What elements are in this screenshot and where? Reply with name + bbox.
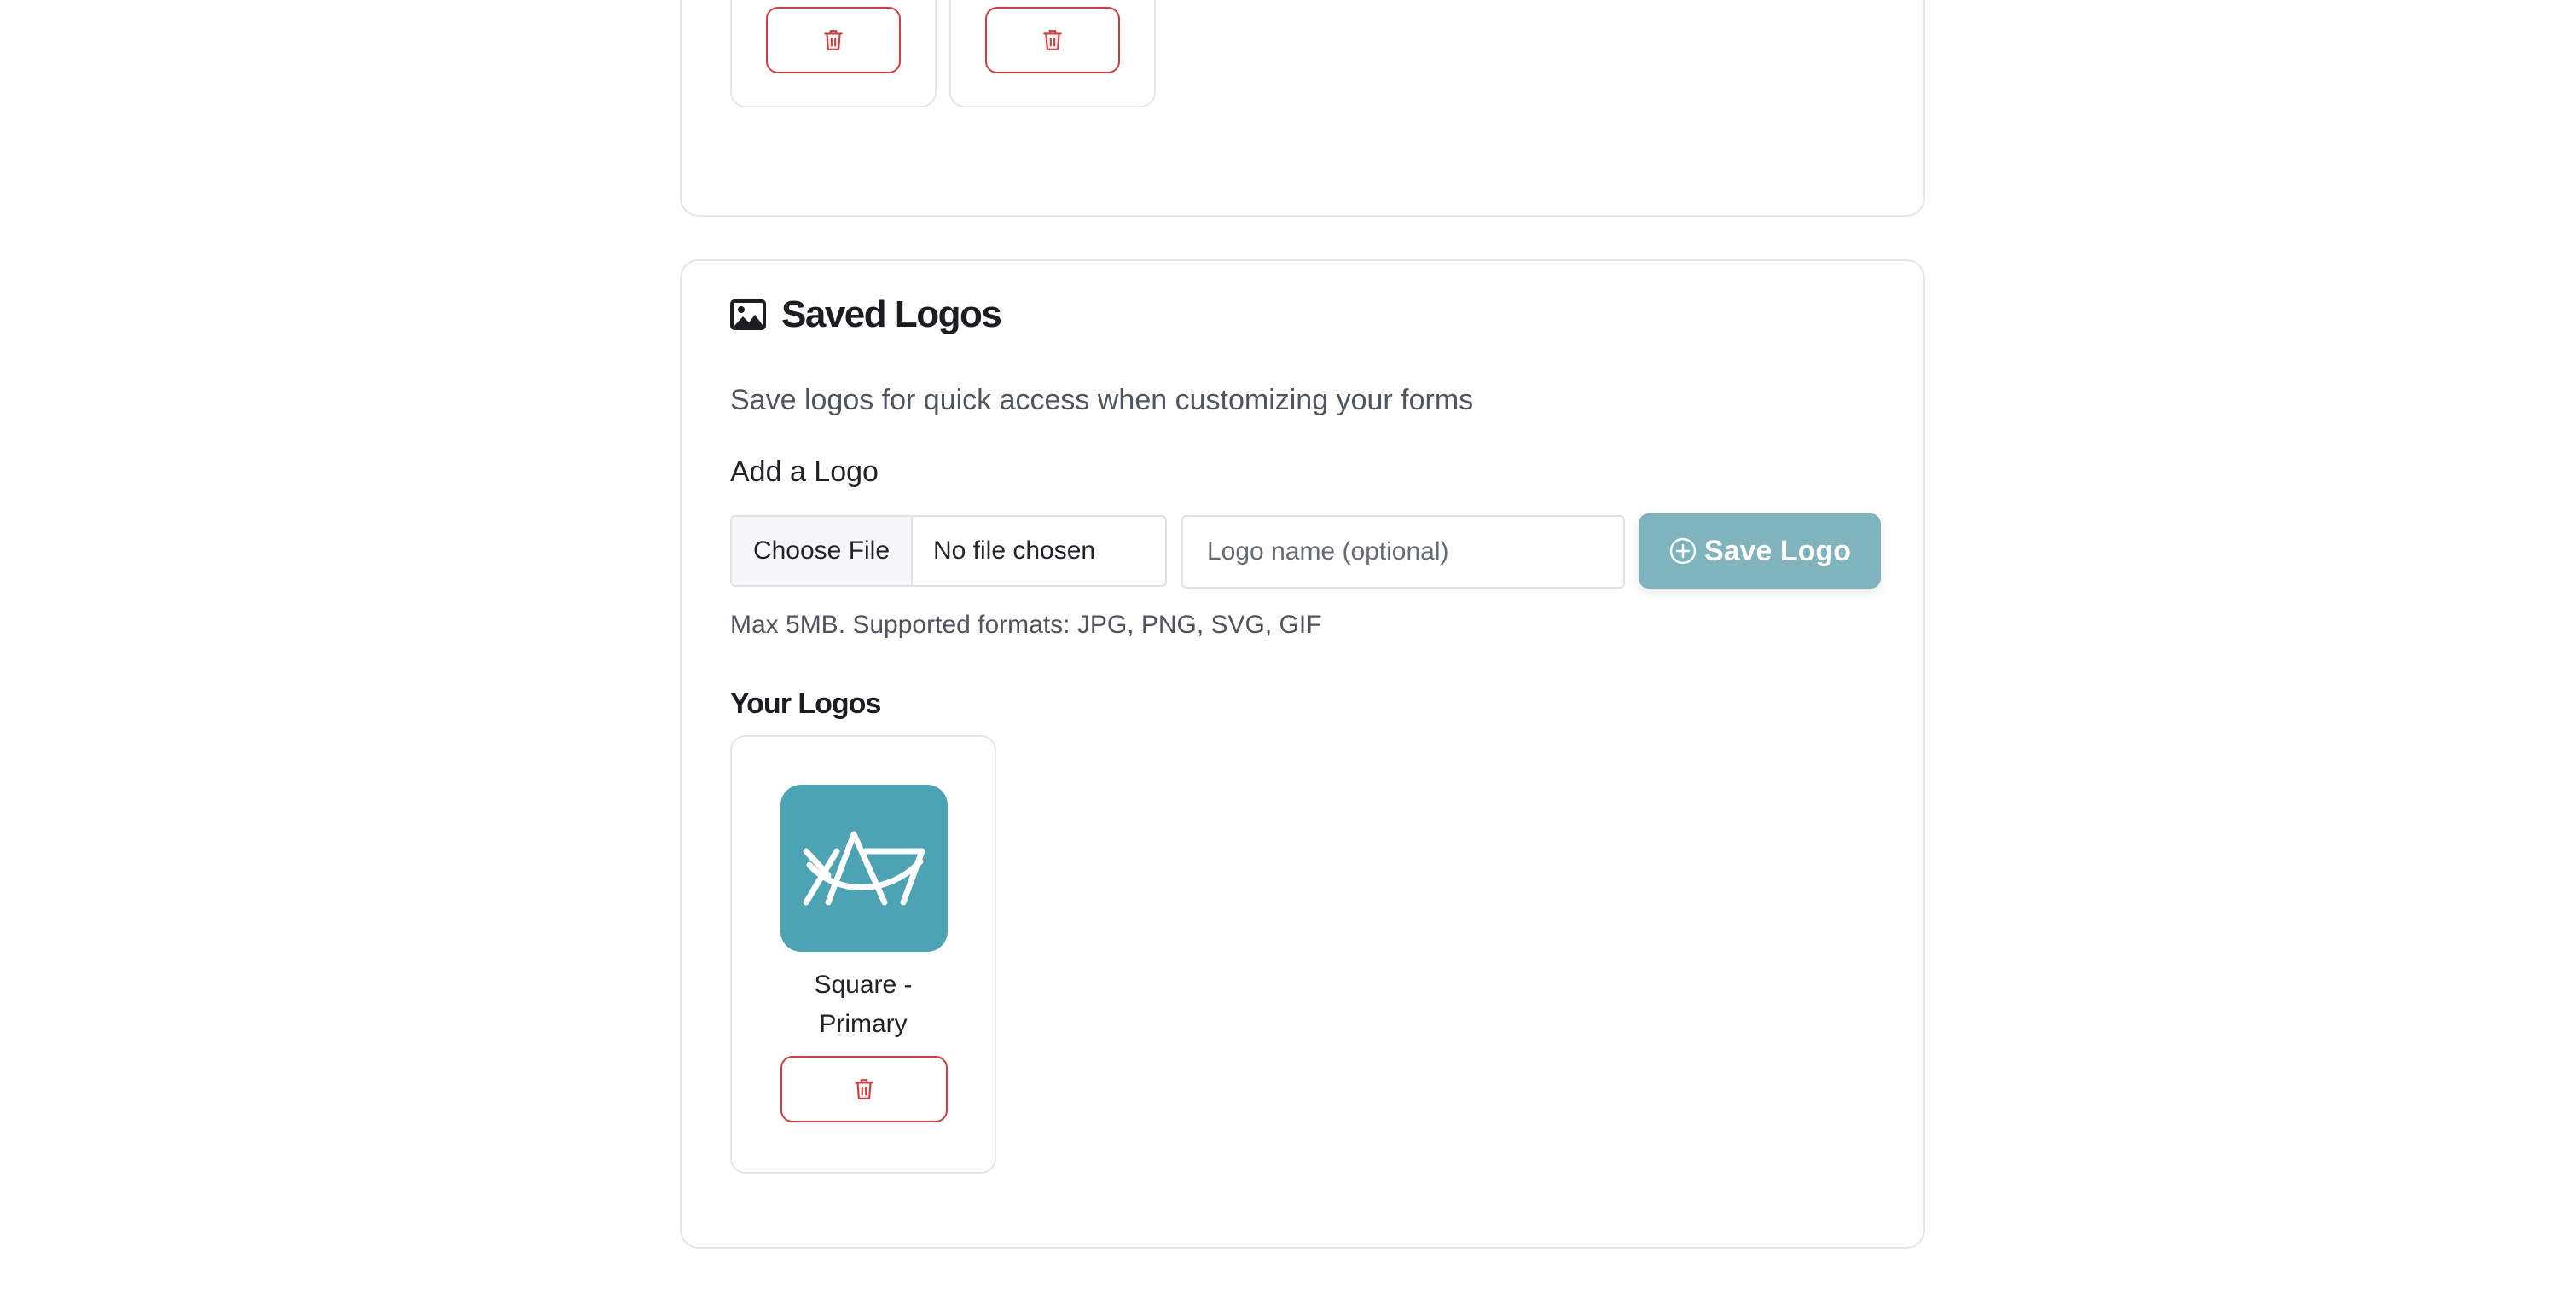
logo-name: Square - Primary	[814, 971, 913, 1038]
choose-file-button[interactable]: Choose File	[732, 517, 913, 585]
section-header	[730, 293, 1001, 336]
upload-hint: Max 5MB. Supported formats: JPG, PNG, SVG, GIF	[730, 611, 1322, 639]
logo-glyph	[803, 827, 925, 909]
save-logo-button[interactable]	[1639, 513, 1881, 589]
color-swatch	[949, 0, 1156, 107]
delete-color-button[interactable]	[985, 7, 1120, 73]
file-status: No file chosen	[933, 536, 1096, 565]
your-logos-heading: Your Logos	[730, 687, 881, 720]
trash-icon	[822, 28, 844, 52]
trash-icon	[853, 1077, 875, 1101]
logo-file-input[interactable]	[730, 515, 1167, 587]
section-title: Saved Logos	[781, 293, 1001, 335]
color-swatch	[730, 0, 937, 107]
save-logo-label: Save Logo	[1704, 534, 1851, 567]
delete-logo-button[interactable]	[780, 1056, 948, 1122]
image-icon	[730, 299, 766, 330]
add-logo-label: Add a Logo	[730, 455, 879, 488]
logo-card	[730, 735, 996, 1174]
delete-color-button[interactable]	[766, 7, 901, 73]
saved-colors-card	[680, 0, 1925, 217]
saved-logos-card	[680, 259, 1925, 1249]
trash-icon	[1041, 28, 1064, 52]
logo-name-input[interactable]	[1181, 515, 1625, 589]
logo-thumbnail[interactable]	[780, 785, 948, 952]
section-subtitle: Save logos for quick access when customizing your forms	[730, 384, 1474, 416]
plus-circle-icon	[1668, 536, 1697, 566]
